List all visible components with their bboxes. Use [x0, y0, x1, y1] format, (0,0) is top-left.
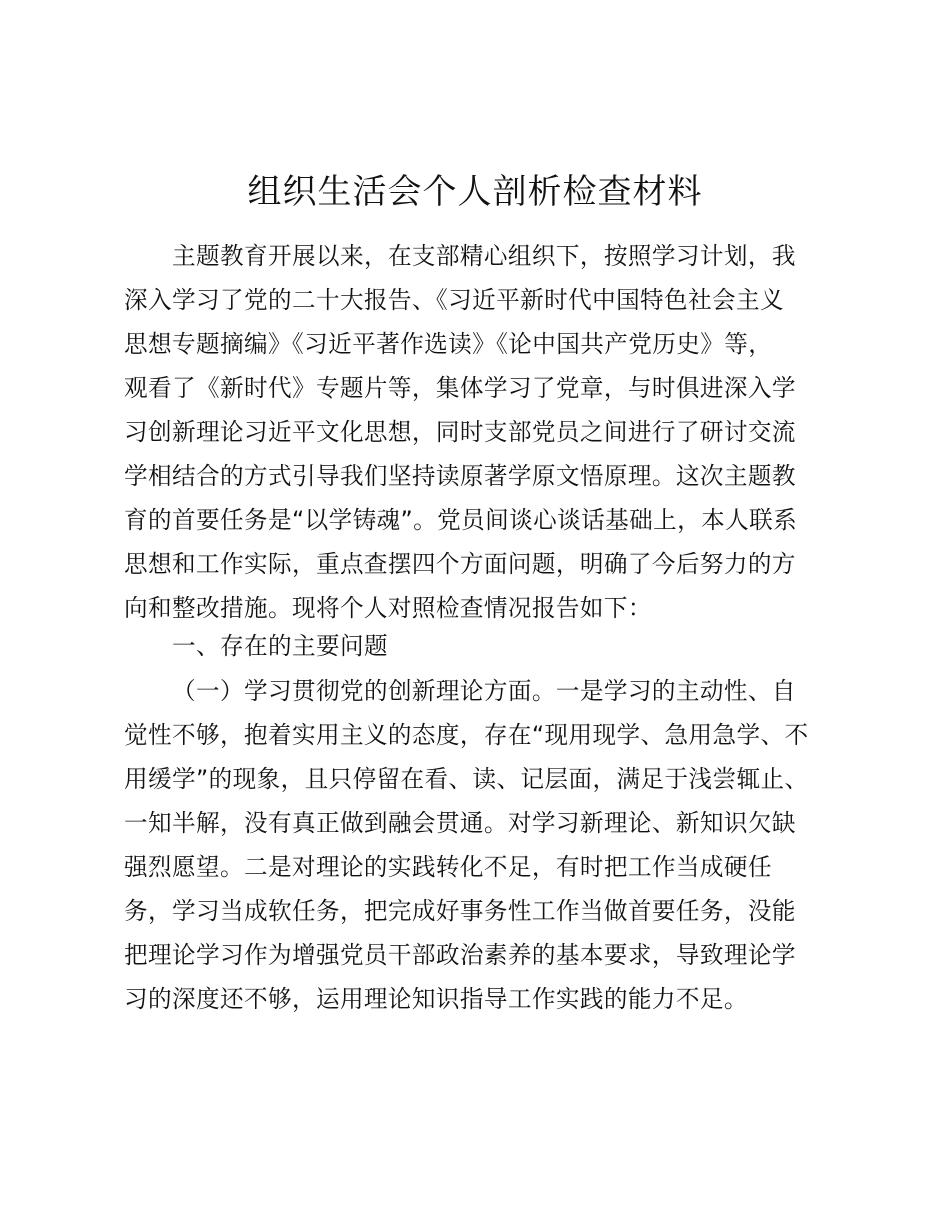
paragraph-2-line-4: 一知半解，没有真正做到融会贯通。对学习新理论、新知识欠缺: [124, 809, 796, 837]
paragraph-1-line-8: 思想和工作实际，重点查摆四个方面问题，明确了今后努力的方: [124, 550, 796, 578]
paragraph-2-line-5: 强烈愿望。二是对理论的实践转化不足，有时把工作当成硬任: [124, 853, 772, 881]
paragraph-1-line-9: 向和整改措施。现将个人对照检查情况报告如下：: [124, 594, 652, 622]
paragraph-2-line-7: 把理论学习作为增强党员干部政治素养的基本要求，导致理论学: [124, 941, 796, 969]
paragraph-1-line-7: 育的首要任务是“以学铸魂”。党员间谈心谈话基础上，本人联系: [124, 506, 798, 534]
paragraph-2-line-6: 务，学习当成软任务，把完成好事务性工作当做首要任务，没能: [124, 897, 796, 925]
paragraph-1-line-1: 主题教育开展以来，在支部精心组织下，按照学习计划，我: [172, 242, 796, 270]
paragraph-1-line-6: 学相结合的方式引导我们坚持读原著学原文悟原理。这次主题教: [124, 462, 796, 490]
section-heading: 一、存在的主要问题: [172, 632, 388, 660]
paragraph-2-line-2: 觉性不够，抱着实用主义的态度，存在“现用现学、急用急学、不: [124, 721, 809, 749]
document-title: 组织生活会个人剖析检查材料: [247, 172, 703, 212]
paragraph-1-line-4: 观看了《新时代》专题片等，集体学习了党章，与时俱进深入学: [124, 374, 796, 402]
paragraph-1-line-2: 深入学习了党的二十大报告、《习近平新时代中国特色社会主义: [124, 286, 785, 314]
paragraph-2-line-3: 用缓学”的现象，且只停留在看、读、记层面，满足于浅尝辄止、: [124, 765, 809, 793]
paragraph-1-line-3: 思想专题摘编》《习近平著作选读》《论中国共产党历史》等，: [124, 330, 773, 358]
paragraph-2-line-1: （一）学习贯彻党的创新理论方面。一是学习的主动性、自: [172, 677, 796, 705]
paragraph-1-line-5: 习创新理论习近平文化思想，同时支部党员之间进行了研讨交流: [124, 418, 796, 446]
paragraph-2-line-8: 习的深度还不够，运用理论知识指导工作实践的能力不足。: [124, 985, 748, 1013]
